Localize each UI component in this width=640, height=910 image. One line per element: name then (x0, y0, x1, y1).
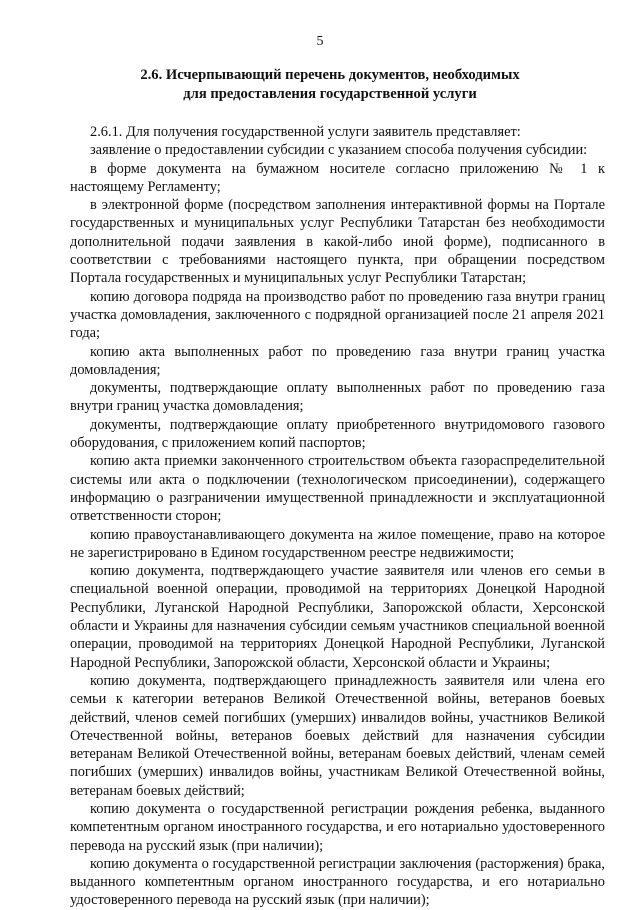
paragraph: документы, подтверждающие оплату приобретенного внутридомового газового оборудования, с приложением копий паспортов; (70, 416, 605, 452)
paragraph: копию договора подряда на производство работ по проведению газа внутри границ участка домовладения, заключенного с подрядной организацией после 21 апреля 2021 года; (70, 288, 605, 342)
paragraph: документы, подтверждающие оплату выполненных работ по проведению газа внутри границ участка домовладения; (70, 380, 605, 415)
paragraph: копию документа, подтверждающего участие заявителя или членов его семьи в специальной военной операции, проводимой на территориях Донецкой Народной Республики, Луганской Народной Республики, Запорожской области, Херсонской области и Украины для назначения субсидии семьям участников специальной военной операции, проводимой на территориях Донецкой Народной Республики, Луганской Народной Республики, Запорожской области, Херсонской области и Украины; (70, 563, 605, 671)
paragraph: копию акта приемки законченного строительством объекта газораспределительной системы или акта о подключении (технологическом присоединении), содержащего информацию о разграничении имущественной принадлежности и эксплуатационной ответственности сторон; (70, 453, 605, 525)
paragraph: в форме документа на бумажном носителе согласно приложению № 1 к настоящему Регламенту; (70, 160, 605, 195)
section-heading-line-2: для предоставления государственной услуги (183, 86, 477, 102)
section-heading-line-1: 2.6. Исчерпывающий перечень документов, необходимых (140, 67, 520, 83)
page-number: 5 (316, 34, 324, 49)
paragraph: копию акта выполненных работ по проведению газа внутри границ участка домовладения; (70, 343, 605, 378)
paragraph: копию правоустанавливающего документа на жилое помещение, право на которое не зарегистрировано в Едином государственном реестре недвижимости; (70, 526, 605, 561)
section-heading (70, 66, 590, 104)
paragraph: 2.6.1. Для получения государственной услуги заявитель представляет: (90, 124, 521, 140)
paragraph: копию документа, подтверждающего принадлежность заявителя или члена его семьи к категории ветеранов Великой Отечественной войны, ветеранов боевых действий, членов семей погибших (умерших) инвалидов войны, участников Великой Отечественной войны, ветеранов боевых действий для назначения субсидии ветеранам Великой Отечественной войны, ветеранам боевых действий, членам семей погибших (умерших) инвалидов войны, участникам Великой Отечественной войны, ветеранам боевых действий; (70, 672, 605, 799)
paragraph: заявление о предоставлении субсидии с указанием способа получения субсидии: (90, 142, 588, 159)
paragraph: копию документа о государственной регистрации рождения ребенка, выданного компетентным органом иностранного государства, и его нотариально удостоверенного перевода на русский язык (при наличии); (70, 800, 605, 854)
paragraph: в электронной форме (посредством заполнения интерактивной формы на Портале государственных и муниципальных услуг Республики Татарстан без необходимости дополнительной подачи заявления в какой-либо иной форме), подписанного в соответствии с требованиями настоящего пункта, при обращении посредством Портала государственных и муниципальных услуг Республики Татарстан; (70, 197, 605, 287)
paragraph: копию документа о государственной регистрации заключения (расторжения) брака, выданного компетентным органом иностранного государства, и его нотариально удостоверенного перевода на русский язык (при наличии); (70, 855, 605, 909)
document-body (70, 123, 605, 910)
